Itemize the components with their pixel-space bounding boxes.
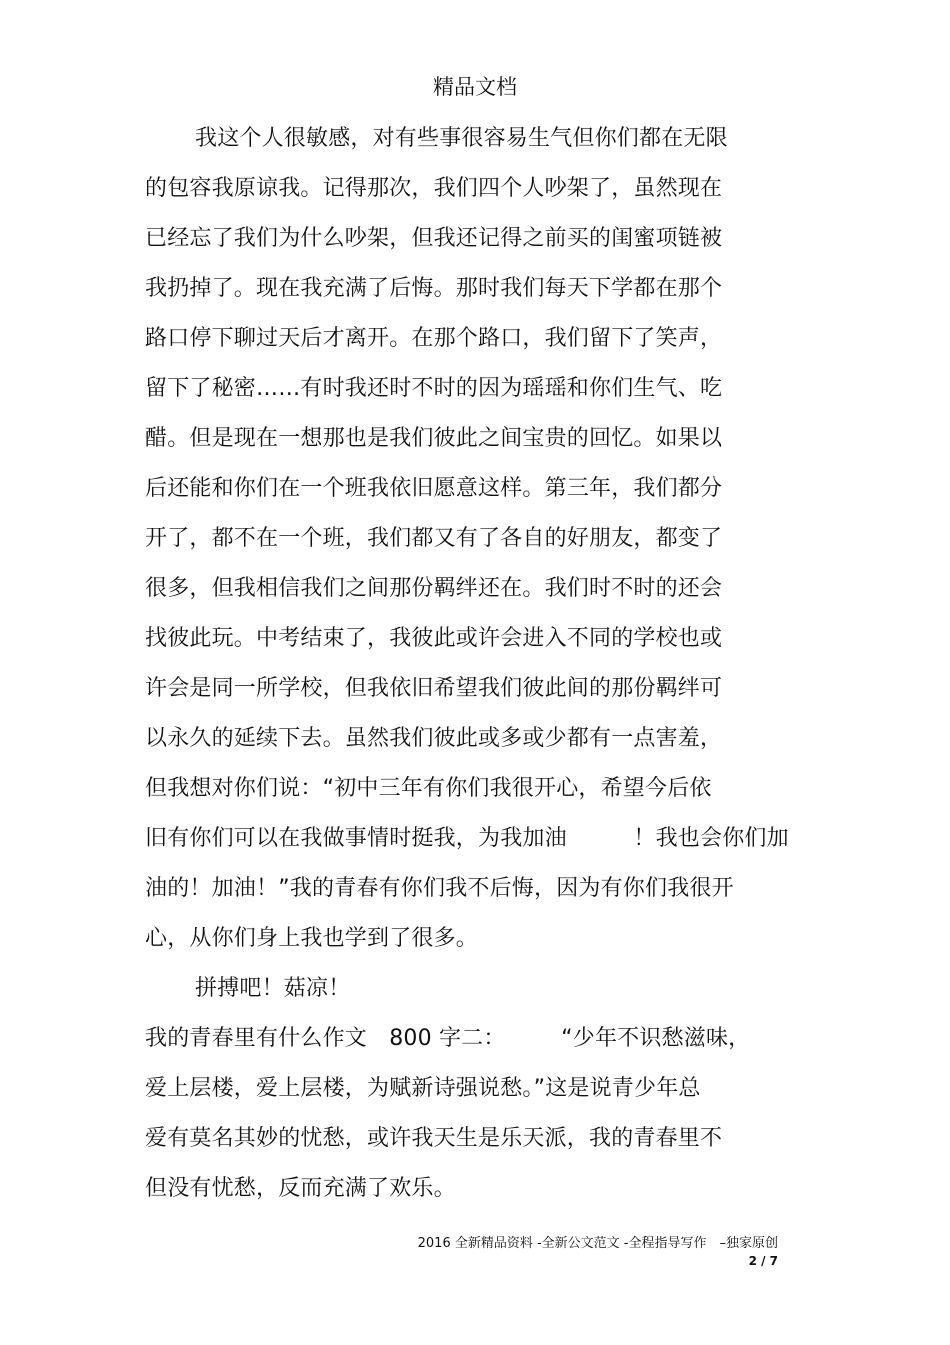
paragraph-line: 找彼此玩。中考结束了，我彼此或许会进入不同的学校也或 [145,626,723,651]
paragraph-line: 旧有你们可以在我做事情时挺我，为我加油 ！我也会你们加 [145,826,789,851]
paragraph-line: 的包容我原谅我。记得那次，我们四个人吵架了，虽然现在 [145,176,723,201]
paragraph-line: 我这个人很敏感，对有些事很容易生气但你们都在无限 [195,126,728,151]
paragraph-line: 爱有莫名其妙的忧愁，或许我天生是乐天派，我的青春里不 [145,1126,723,1151]
paragraph-line: 心，从你们身上我也学到了很多。 [145,926,479,951]
paragraph-line: 爱上层楼，爱上层楼，为赋新诗强说愁。”这是说青少年总 [145,1076,701,1101]
paragraph-line: 我扔掉了。现在我充满了后悔。那时我们每天下学都在那个 [145,276,723,301]
paragraph-line: 许会是同一所学校，但我依旧希望我们彼此间的那份羁绊可 [145,676,723,701]
paragraph-line: 以永久的延续下去。虽然我们彼此或多或少都有一点害羞， [145,726,723,751]
paragraph-line: 拼搏吧！菇凉！ [195,976,351,1001]
paragraph-line: 油的！加油！”我的青春有你们我不后悔，因为有你们我很开 [145,876,734,901]
paragraph-line: 开了，都不在一个班，我们都又有了各自的好朋友，都变了 [145,526,723,551]
page-number: 2 / 7 [748,1254,778,1268]
paragraph-line: 很多，但我相信我们之间那份羁绊还在。我们时不时的还会 [145,576,723,601]
page-header-title: 精品文档 [433,75,517,99]
paragraph-line: 我的青春里有什么作文 800 字二： “少年不识愁滋味， [145,1026,751,1051]
paragraph-line: 已经忘了我们为什么吵架，但我还记得之前买的闺蜜项链被 [145,226,723,251]
paragraph-line: 但我想对你们说：“初中三年有你们我很开心，希望今后依 [145,776,712,801]
paragraph-line: 醋。但是现在一想那也是我们彼此之间宝贵的回忆。如果以 [145,426,723,451]
paragraph-line: 但没有忧愁，反而充满了欢乐。 [145,1176,456,1201]
page-footer-text: 2016 全新精品资料 -全新公文范文 -全程指导写作 –独家原创 [417,1236,778,1251]
paragraph-line: 后还能和你们在一个班我依旧愿意这样。第三年，我们都分 [145,476,723,501]
paragraph-line: 路口停下聊过天后才离开。在那个路口，我们留下了笑声， [145,326,723,351]
paragraph-line: 留下了秘密……有时我还时不时的因为瑶瑶和你们生气、吃 [145,376,723,401]
